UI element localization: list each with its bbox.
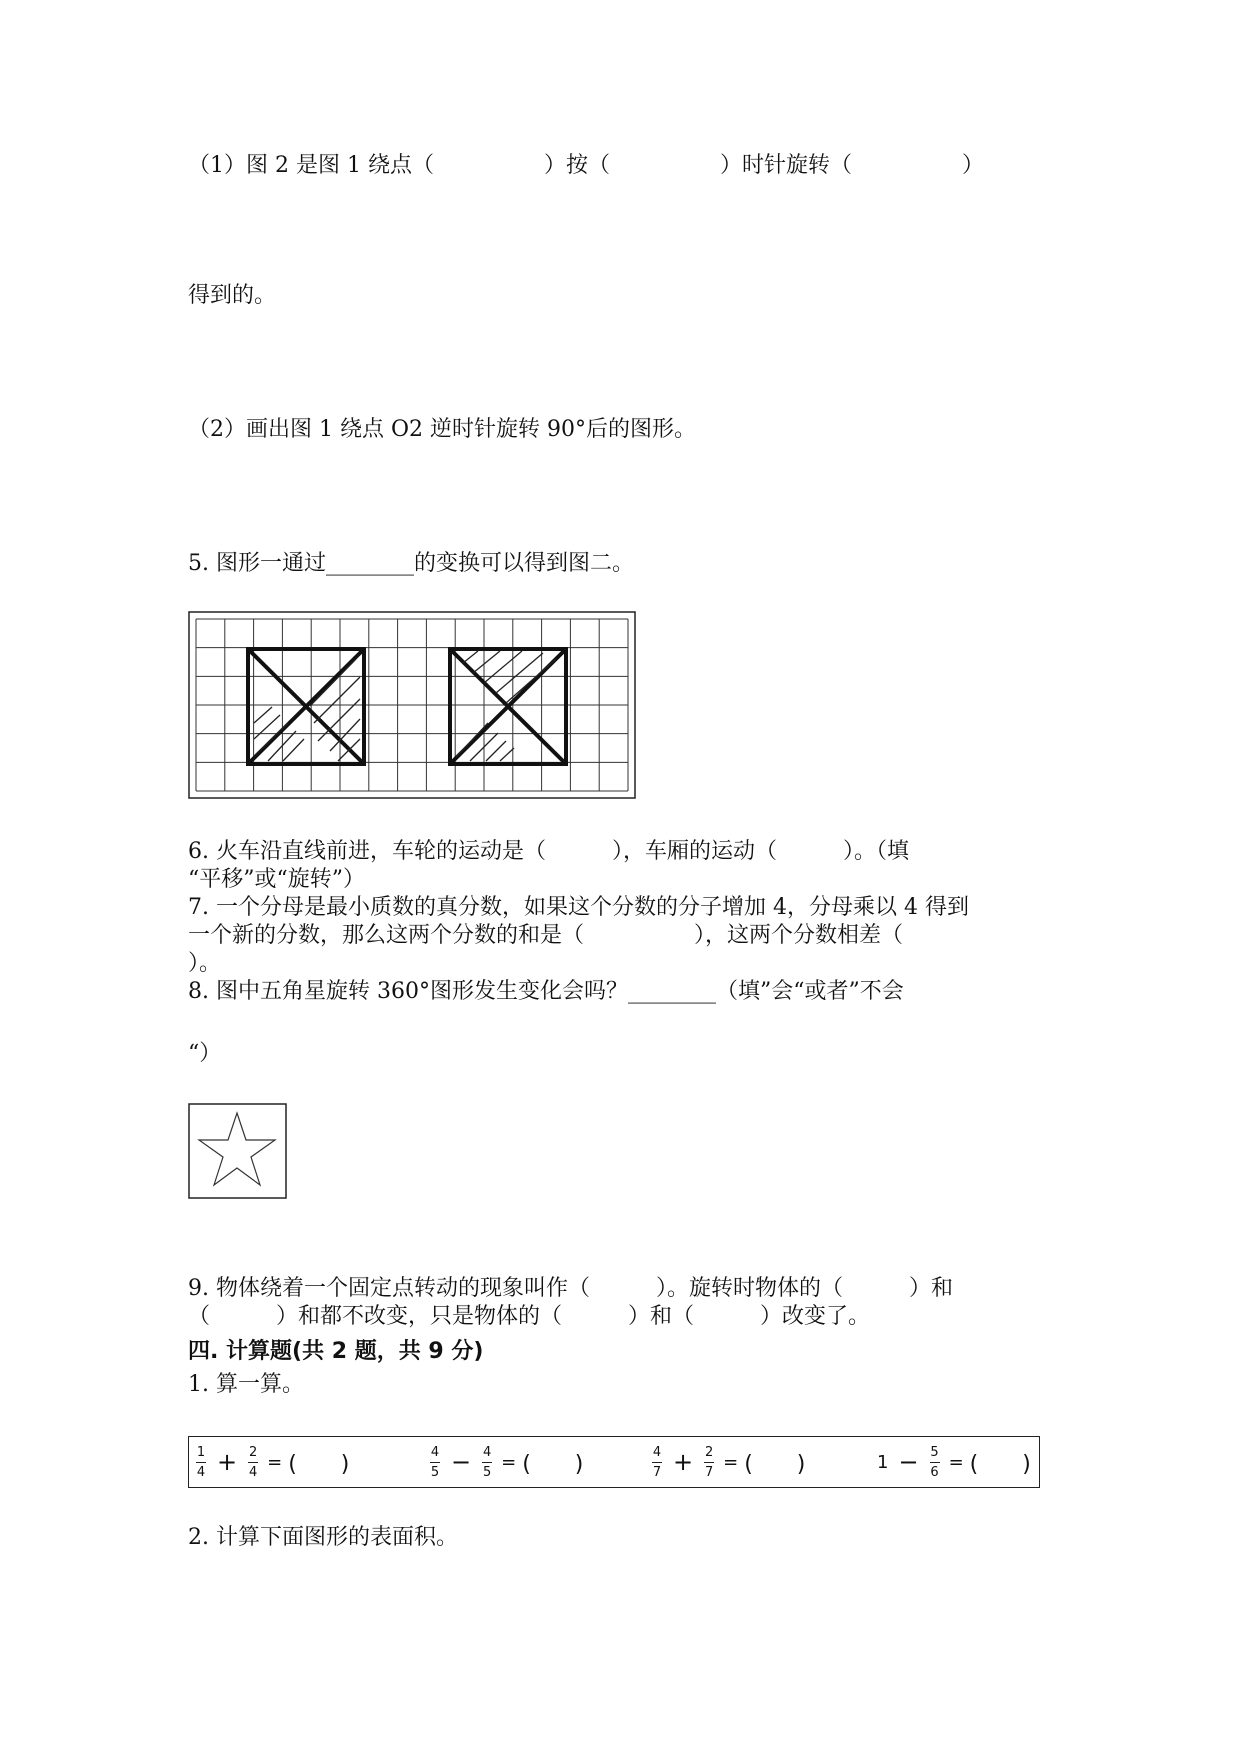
- q4-part1-line1: （1）图 2 是图 1 绕点（ ）按（ ）时针旋转（ ）: [188, 153, 984, 178]
- equals: =: [948, 1451, 964, 1473]
- q8-line2: “）: [188, 1041, 222, 1066]
- operator: −: [451, 1448, 472, 1476]
- operator: +: [217, 1448, 238, 1476]
- answer-blank: ( ): [522, 1451, 584, 1477]
- grid-figure: [188, 611, 636, 799]
- fraction: $\frac{4}{5}$: [430, 1444, 440, 1480]
- equals: =: [267, 1451, 283, 1473]
- fraction: $\frac{1}{4}$: [196, 1444, 206, 1480]
- q7-line1: 7. 一个分母是最小质数的真分数，如果这个分数的分子增加 4，分母乘以 4 得到: [188, 895, 969, 920]
- answer-blank: ( ): [744, 1451, 806, 1477]
- fraction: $\frac{2}{7}$: [704, 1444, 714, 1480]
- q6-line1: 6. 火车沿直线前进，车轮的运动是（ ），车厢的运动（ ）。（填: [188, 839, 909, 864]
- operator: −: [898, 1448, 919, 1476]
- answer-blank: ( ): [288, 1451, 350, 1477]
- star-figure: [188, 1103, 287, 1199]
- answer-blank: ( ): [969, 1451, 1031, 1477]
- calc-item-1: [193, 1437, 349, 1487]
- fraction: $\frac{5}{6}$: [930, 1444, 939, 1480]
- calc-item-3: [649, 1437, 805, 1487]
- section4-title: 四. 计算题(共 2 题，共 9 分): [188, 1339, 484, 1364]
- calc-item-2: [427, 1437, 583, 1487]
- q7-line2: 一个新的分数，那么这两个分数的和是（ ），这两个分数相差（: [188, 923, 904, 948]
- calc-box: [188, 1436, 1040, 1488]
- q5-text: 5. 图形一通过________的变换可以得到图二。: [188, 551, 634, 576]
- calc-q2: 2. 计算下面图形的表面积。: [188, 1525, 458, 1550]
- whole-number: 1: [877, 1451, 889, 1473]
- fraction: $\frac{4}{5}$: [482, 1444, 492, 1480]
- q9-line2: （ ）和都不改变，只是物体的（ ）和（ ）改变了。: [188, 1304, 871, 1329]
- calc-item-4: [877, 1437, 1031, 1487]
- q7-line3: ）。: [188, 951, 222, 976]
- equals: =: [723, 1451, 739, 1473]
- q4-part2: （2）画出图 1 绕点 O2 逆时针旋转 90°后的图形。: [188, 417, 696, 442]
- q4-part1-line2: 得到的。: [188, 283, 277, 308]
- equals: =: [501, 1451, 517, 1473]
- fraction: $\frac{2}{4}$: [248, 1444, 258, 1480]
- operator: +: [673, 1448, 694, 1476]
- q6-line2: “平移”或“旋转”）: [188, 867, 365, 892]
- fraction: $\frac{4}{7}$: [652, 1444, 662, 1480]
- calc-q1: 1. 算一算。: [188, 1372, 304, 1397]
- q9-line1: 9. 物体绕着一个固定点转动的现象叫作（ ）。旋转时物体的（ ）和: [188, 1276, 953, 1301]
- q8-line1: 8. 图中五角星旋转 360°图形发生变化会吗？________（填”会“或者”不会: [188, 979, 904, 1004]
